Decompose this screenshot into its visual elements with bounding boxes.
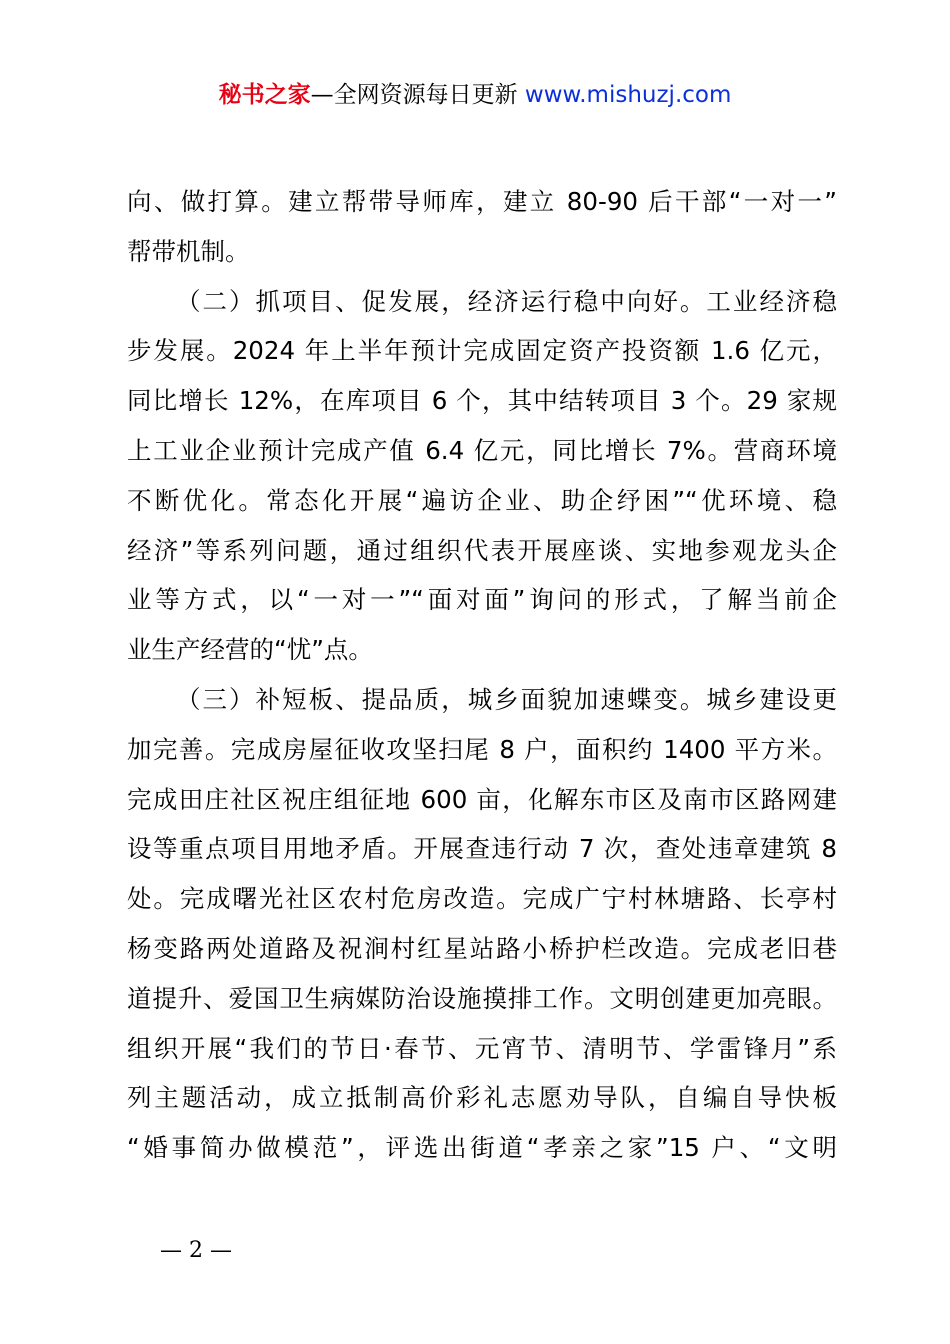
text-line: 道提升、爱国卫生病媒防治设施摸排工作。文明创建更加亮眼。	[127, 983, 837, 1013]
site-slogan: —全网资源每日更新	[310, 82, 518, 108]
document-body	[127, 177, 837, 1173]
text-line: 完成田庄社区祝庄组征地 600 亩，化解东市区及南市区路网建	[127, 784, 837, 814]
text-line: 组织开展“我们的节日·春节、元宵节、清明节、学雷锋月”系	[127, 1033, 837, 1063]
section-heading-line: （二）抓项目、促发展，经济运行稳中向好。工业经济稳	[176, 286, 837, 316]
text-line: 上工业企业预计完成产值 6.4 亿元，同比增长 7%。营商环境	[127, 435, 837, 465]
site-url-link[interactable]: www.mishuzj.com	[524, 82, 732, 108]
page-number: — 2 —	[160, 1238, 232, 1263]
text-line: 向、做打算。建立帮带导师库，建立 80-90 后干部“一对一”	[127, 187, 837, 216]
text-line: 设等重点项目用地矛盾。开展查违行动 7 次，查处违章建筑 8	[127, 834, 837, 864]
text-line: 列主题活动，成立抵制高价彩礼志愿劝导队，自编自导快板	[127, 1083, 837, 1113]
site-brand: 秘书之家	[218, 82, 311, 108]
text-line: 处。完成曙光社区农村危房改造。完成广宁村林塘路、长亭村	[127, 884, 837, 914]
text-line: 业等方式，以“一对一”“面对面”询问的形式，了解当前企	[127, 585, 837, 615]
section-heading-line: （三）补短板、提品质，城乡面貌加速蝶变。城乡建设更	[176, 684, 837, 714]
text-line: 同比增长 12%，在库项目 6 个，其中结转项目 3 个。29 家规	[127, 386, 837, 416]
text-line: 不断优化。常态化开展“遍访企业、助企纾困”“优环境、稳	[127, 485, 837, 515]
text-line: “婚事简办做模范”，评选出街道“孝亲之家”15 户、“文明	[127, 1133, 837, 1163]
text-line: 帮带机制。	[127, 236, 250, 266]
text-line: 步发展。2024 年上半年预计完成固定资产投资额 1.6 亿元，	[127, 336, 837, 366]
text-line: 杨变路两处道路及祝涧村红星站路小桥护栏改造。完成老旧巷	[127, 933, 837, 963]
text-line: 经济”等系列问题，通过组织代表开展座谈、实地参观龙头企	[127, 535, 837, 565]
site-header	[0, 78, 950, 112]
text-line: 加完善。完成房屋征收攻坚扫尾 8 户，面积约 1400 平方米。	[127, 734, 837, 764]
text-line: 业生产经营的“忧”点。	[127, 635, 373, 665]
